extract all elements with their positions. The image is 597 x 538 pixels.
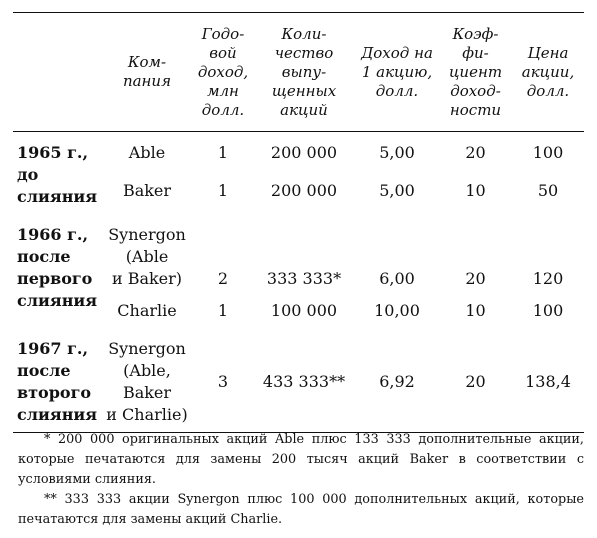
- year-cell: [13, 132, 101, 209]
- header-pe: [439, 13, 512, 132]
- company-line: и Baker): [111, 269, 183, 288]
- year-line: слияния: [17, 187, 98, 206]
- header-income-line: доход,: [197, 62, 249, 81]
- footnotes: [18, 430, 584, 530]
- year-line: после: [17, 247, 71, 266]
- footnote: ** 333 333 акции Synergon плюс 100 000 дополнительных акций, которые печатаются для замены акций Charlie.: [18, 492, 584, 527]
- header-eps-line: долл.: [375, 81, 419, 100]
- table-row: [13, 132, 584, 171]
- header-row: [13, 13, 584, 132]
- year-cell: [13, 224, 101, 322]
- year-line: первого: [17, 269, 93, 288]
- header-company-line: Ком-: [127, 53, 167, 71]
- year-line: второго: [17, 383, 92, 402]
- year-cell: [13, 338, 101, 433]
- header-price-line: долл.: [526, 81, 570, 100]
- header-shares-line: Коли-: [281, 24, 327, 43]
- header-pe-line: доход-: [450, 81, 501, 100]
- shares-cell: 200 000: [270, 181, 338, 201]
- company-line: Synergon: [108, 225, 186, 244]
- header-income-line: Годо-: [201, 24, 245, 43]
- company-line: Synergon: [108, 339, 186, 358]
- header-company: [101, 13, 193, 132]
- income-cell: 2: [217, 269, 229, 288]
- company-cell: [101, 338, 193, 433]
- pe-cell: 10: [465, 181, 486, 201]
- eps-cell: 5,00: [379, 143, 415, 162]
- price-cell: 100: [532, 301, 564, 320]
- year-line: слияния: [17, 291, 98, 310]
- header-eps-line: 1 акцию,: [361, 62, 433, 81]
- header-income-line: млн: [207, 81, 239, 100]
- header-shares-line: чество: [274, 43, 334, 62]
- header-income: [193, 13, 253, 132]
- company-cell: Charlie: [117, 301, 177, 320]
- price-cell: 50: [537, 181, 559, 201]
- header-pe-line: циент: [448, 62, 503, 81]
- income-cell: 1: [217, 301, 229, 320]
- shares-cell: 433 333**: [253, 338, 355, 433]
- header-pe-line: Коэф-: [452, 24, 499, 43]
- row-gap: [13, 322, 584, 338]
- merger-table: [13, 12, 584, 433]
- income-cell: 1: [217, 143, 229, 162]
- company-cell: Baker: [122, 181, 172, 201]
- company-line: Baker: [122, 383, 172, 402]
- eps-cell: 6,00: [379, 269, 415, 288]
- header-shares-line: щенных: [271, 81, 337, 100]
- year-line: слияния: [17, 405, 98, 424]
- header-shares-line: выпу-: [281, 62, 327, 81]
- header-eps-line: Доход на: [361, 43, 433, 62]
- eps-cell: 10,00: [374, 301, 420, 320]
- company-line: (Able,: [123, 361, 171, 380]
- pe-cell: 20: [439, 338, 512, 433]
- header-shares: [253, 13, 355, 132]
- shares-cell: 200 000: [270, 143, 338, 162]
- header-price-line: акции,: [521, 62, 575, 81]
- eps-cell: 5,00: [379, 181, 415, 201]
- company-line: (Able: [125, 247, 169, 266]
- header-pe-line: ности: [449, 100, 502, 119]
- company-cell: [101, 224, 193, 290]
- shares-cell: 100 000: [270, 301, 338, 320]
- price-cell: 138,4: [512, 338, 584, 433]
- row-gap: [13, 208, 584, 224]
- eps-cell: 6,92: [355, 338, 439, 433]
- shares-cell: 333 333*: [266, 269, 342, 288]
- footnote: * 200 000 оригинальных акций Able плюс 133 333 дополнительные акции, которые печатаются для замены 200 тысяч акций Baker в соответствии с условиями слияния.: [18, 432, 584, 487]
- header-price-line: Цена: [527, 43, 569, 62]
- header-income-line: вой: [209, 43, 237, 62]
- pe-cell: 10: [465, 301, 486, 320]
- pe-cell: 20: [465, 269, 486, 288]
- income-cell: 1: [217, 181, 229, 201]
- year-line: до: [17, 165, 39, 184]
- year-line: 1966 г.,: [17, 225, 89, 244]
- header-eps: [355, 13, 439, 132]
- table-row: [13, 338, 584, 433]
- price-cell: 120: [532, 269, 564, 288]
- year-line: 1967 г.,: [17, 339, 89, 358]
- year-line: 1965 г.,: [17, 143, 89, 162]
- header-company-line: пания: [122, 72, 172, 90]
- table-row: [13, 224, 584, 290]
- company-line: и Charlie): [106, 405, 188, 424]
- company-cell: Able: [128, 143, 166, 162]
- header-shares-line: акций: [280, 100, 328, 119]
- header-pe-line: фи-: [462, 43, 489, 62]
- header-price: [512, 13, 584, 132]
- header-year: [13, 13, 101, 132]
- price-cell: 100: [532, 143, 564, 162]
- pe-cell: 20: [465, 143, 486, 162]
- year-line: после: [17, 361, 71, 380]
- header-income-line: долл.: [201, 100, 245, 119]
- income-cell: 3: [193, 338, 253, 433]
